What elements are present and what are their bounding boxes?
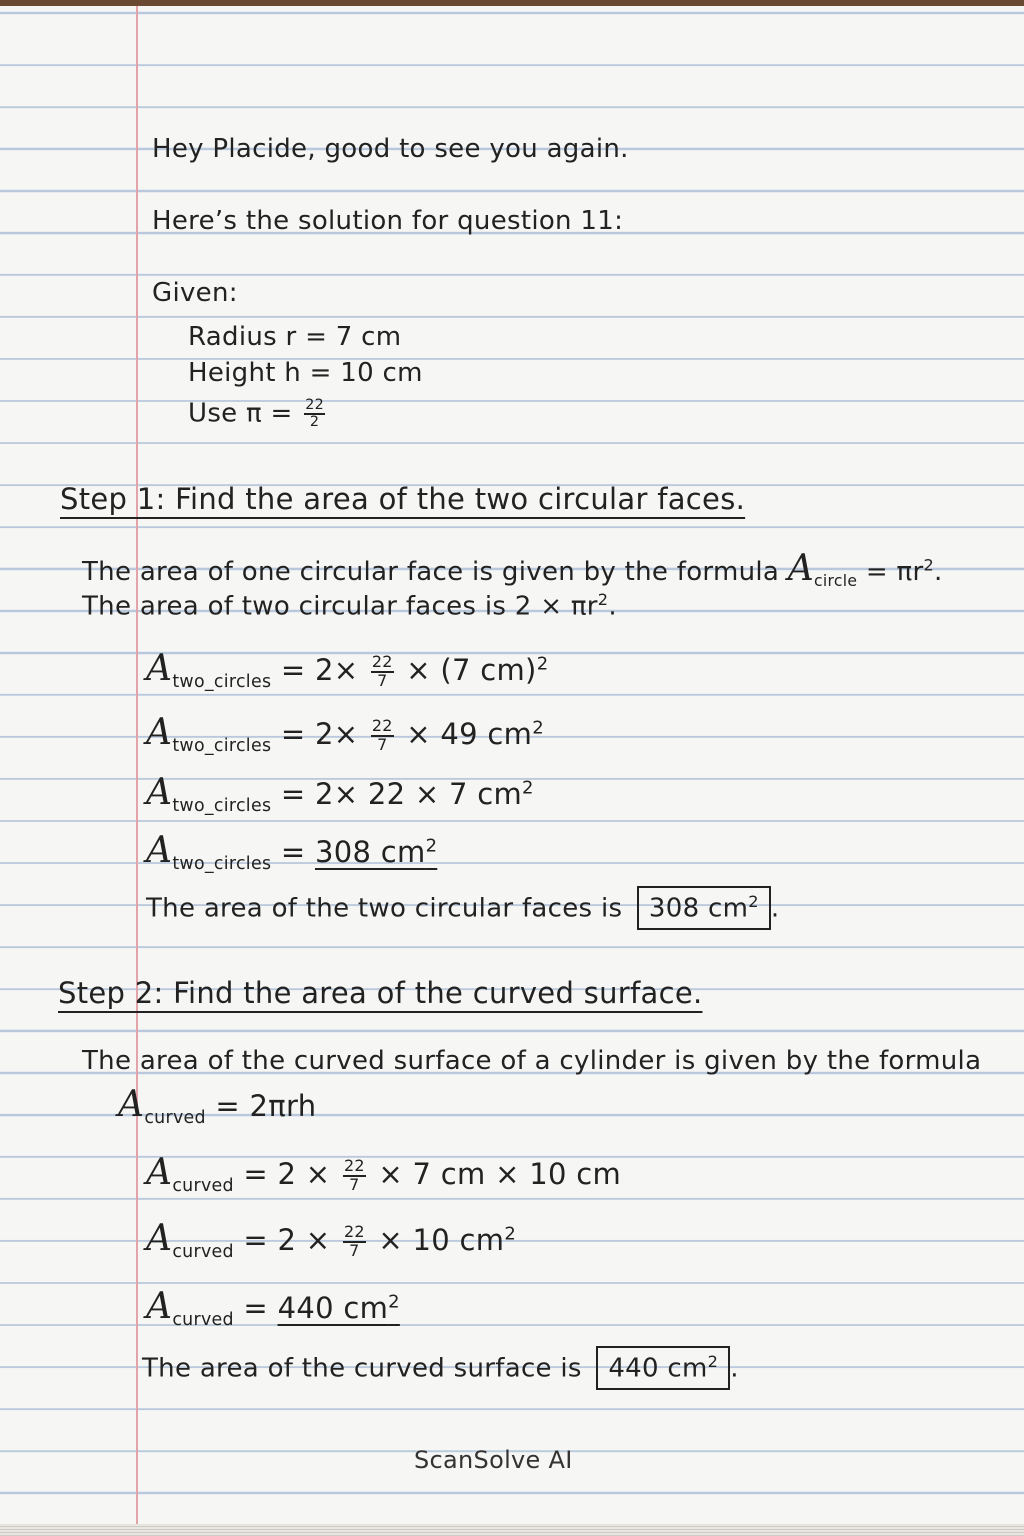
- fraction-denominator: 7: [377, 671, 388, 690]
- step2-equation-3: [146, 1286, 400, 1330]
- conclusion-text: The area of the two circular faces is: [146, 893, 623, 924]
- period: .: [608, 591, 617, 622]
- area-subscript: two_circles: [172, 795, 272, 816]
- answer-box: [637, 886, 771, 930]
- answer-box: [596, 1346, 730, 1390]
- step2-heading: Step 2: Find the area of the curved surface.: [58, 976, 703, 1010]
- fraction: [371, 718, 394, 754]
- equation-part: = 2×: [280, 653, 359, 687]
- given-pi: [188, 398, 328, 430]
- fraction: [371, 654, 394, 690]
- curved-formula-rhs: = 2πrh: [215, 1089, 317, 1123]
- area-subscript: two_circles: [172, 671, 272, 692]
- pi-numerator: 22: [305, 397, 325, 413]
- step1-equation-2: [146, 712, 544, 756]
- equation-part: = 2 ×: [243, 1157, 331, 1191]
- area-symbol: A: [146, 830, 173, 871]
- area-subscript: curved: [144, 1107, 206, 1128]
- equation-part: × 49 cm: [406, 717, 533, 751]
- exponent: 2: [504, 1223, 517, 1245]
- area-symbol: A: [146, 1152, 173, 1193]
- step2-equation-1: [146, 1152, 621, 1196]
- intro-line: Here’s the solution for question 11:: [152, 206, 624, 236]
- paper-stack-edge: [0, 1524, 1024, 1536]
- exponent: 2: [532, 717, 544, 739]
- underlined-result: [315, 835, 437, 869]
- area-symbol: A: [146, 712, 173, 753]
- step2-formula: [118, 1084, 316, 1128]
- fraction: [343, 1224, 366, 1260]
- pi-fraction: [304, 398, 325, 430]
- given-label: Given:: [152, 278, 238, 308]
- equation-part: = 2×: [280, 717, 359, 751]
- equation-part: = 2× 22 × 7 cm: [280, 777, 523, 811]
- area-subscript: curved: [172, 1175, 234, 1196]
- area-symbol: A: [118, 1084, 145, 1125]
- area-symbol: A: [146, 648, 173, 689]
- step1-formula-line: [82, 548, 943, 590]
- area-subscript: curved: [172, 1309, 234, 1330]
- pi-prefix: Use π =: [188, 398, 293, 429]
- step1-equation-1: [146, 648, 548, 692]
- margin-line: [136, 6, 138, 1528]
- step1-line2-text: The area of two circular faces is: [82, 591, 507, 622]
- step1-equation-4: [146, 830, 437, 874]
- fraction: [343, 1158, 366, 1194]
- step2-formula-line: The area of the curved surface of a cylinder is given by the formula: [82, 1046, 982, 1076]
- step1-two-faces-line: [82, 590, 617, 622]
- exponent: 2: [707, 1352, 719, 1371]
- area-subscript: circle: [814, 572, 858, 591]
- period: .: [770, 893, 780, 924]
- fraction-denominator: 7: [377, 735, 388, 754]
- exponent: 2: [522, 777, 534, 799]
- step2-conclusion: [142, 1346, 739, 1390]
- equation-part: × 10 cm: [378, 1223, 505, 1257]
- step1-equation-3: [146, 772, 534, 816]
- pi-denominator: 2: [309, 414, 320, 430]
- two-faces-expression: 2 × πr: [514, 591, 598, 622]
- exponent: 2: [388, 1291, 400, 1313]
- equation-part: × 7 cm × 10 cm: [378, 1157, 622, 1191]
- fraction-denominator: 7: [349, 1241, 360, 1260]
- equation-part: =: [280, 835, 306, 869]
- fraction-denominator: 7: [349, 1175, 360, 1194]
- fraction-numerator: 22: [371, 652, 393, 672]
- equation-part: =: [243, 1291, 269, 1325]
- equation-part: = 2 ×: [243, 1223, 331, 1257]
- equation-part: × (7 cm): [406, 653, 537, 687]
- period: .: [934, 557, 943, 587]
- answer-value: 440 cm: [608, 1353, 708, 1384]
- area-symbol: A: [146, 1218, 173, 1259]
- result-value: 440 cm: [277, 1291, 389, 1325]
- footer-brand: ScanSolve AI: [414, 1446, 573, 1474]
- fraction-numerator: 22: [371, 716, 393, 736]
- area-symbol: A: [787, 548, 815, 589]
- step1-line1-text: The area of one circular face is given by the formula: [82, 557, 780, 587]
- exponent: 2: [923, 555, 935, 575]
- greeting: Hey Placide, good to see you again.: [152, 134, 629, 164]
- step2-equation-2: [146, 1218, 516, 1262]
- area-subscript: two_circles: [172, 735, 272, 756]
- underlined-result: [278, 1291, 400, 1325]
- area-symbol: A: [146, 772, 173, 813]
- given-height: Height h = 10 cm: [188, 358, 423, 388]
- exponent: 2: [597, 590, 609, 609]
- conclusion-text: The area of the curved surface is: [142, 1353, 582, 1384]
- given-radius: Radius r = 7 cm: [188, 322, 402, 352]
- step1-conclusion: [146, 886, 779, 930]
- answer-value: 308 cm: [648, 893, 749, 924]
- fraction-numerator: 22: [343, 1156, 365, 1176]
- step1-heading: Step 1: Find the area of the two circular faces.: [60, 482, 746, 516]
- exponent: 2: [536, 653, 549, 675]
- area-subscript: two_circles: [172, 853, 272, 874]
- exponent: 2: [748, 892, 759, 911]
- area-symbol: A: [146, 1286, 173, 1327]
- circle-formula-rhs: = πr: [865, 557, 924, 587]
- fraction-numerator: 22: [343, 1222, 365, 1242]
- exponent: 2: [425, 835, 438, 857]
- area-subscript: curved: [172, 1241, 234, 1262]
- notebook-page: [0, 6, 1024, 1528]
- period: .: [730, 1353, 739, 1384]
- result-value: 308 cm: [314, 835, 426, 869]
